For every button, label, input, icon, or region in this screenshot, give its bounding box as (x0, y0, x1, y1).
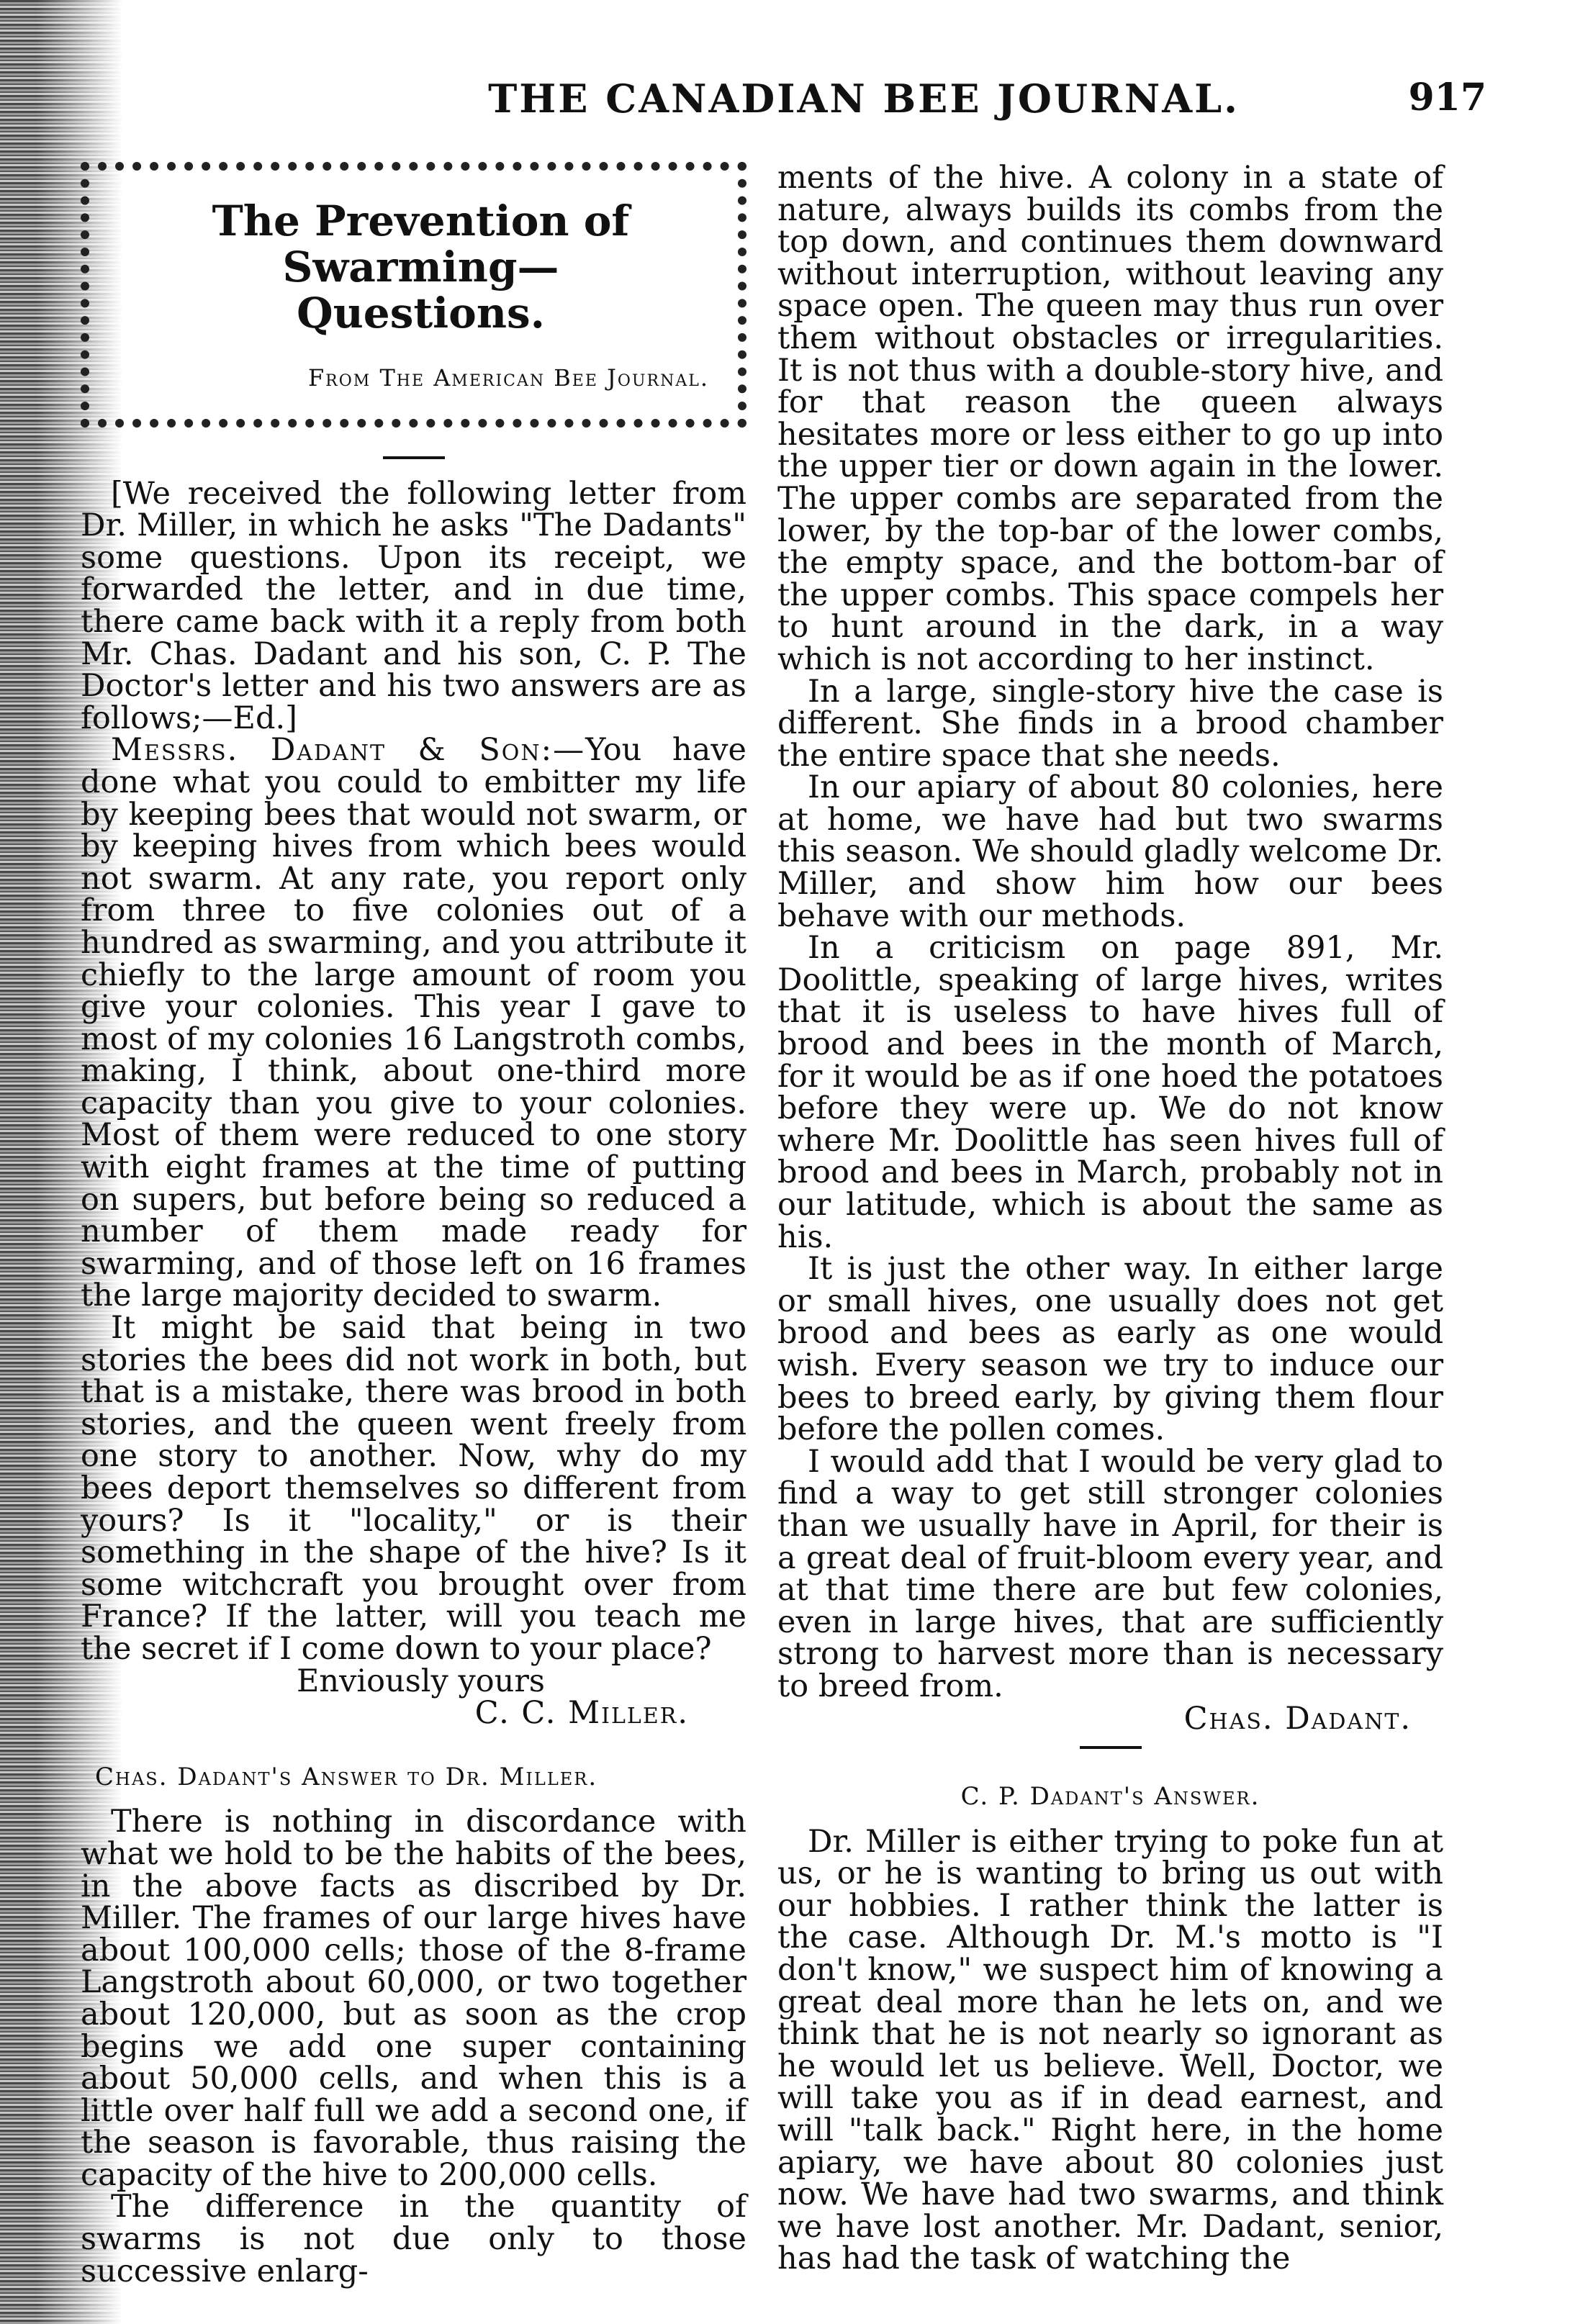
letter-salutation: Messrs. Dadant & Son:— (111, 732, 586, 769)
left-column (81, 162, 746, 2287)
page-number: 917 (1408, 76, 1487, 119)
letter-body: You have done what you could to embitter my life by keeping bees that would not swarm, or by keeping hives from which bees would not swarm. At any rate, you report only from three to five colonies out of a hundred as swarming, and you attribute it chiefly to the large amount of room you give your colonies. This year I gave to most of my colonies 16 Langstroth combs, making, I think, about one-third more capacity than you give to your colonies. Most of them were reduced to one story with eight frames at the time of putting on supers, but before being so reduced a number of them made ready for swarming, and of those left on 16 frames the large majority decided to swarm. (81, 732, 746, 1314)
article-title-line1: The Prevention of Swarming— (212, 196, 630, 291)
editor-note: [We received the following letter from Dr. Miller, in which he asks "The Dadants" some questions. Upon its receipt, we forwarded the letter, and in due time, there came back with it a reply from both Mr. Chas. Dadant and his son, C. P. The Doctor's letter and his two answers are as follows;—Ed.] (81, 475, 746, 736)
article-title-box (81, 162, 746, 428)
article-title (132, 198, 709, 336)
article-title-line2: Questions. (297, 289, 545, 338)
journal-title: THE CANADIAN BEE JOURNAL. (488, 76, 1240, 122)
answer1-heading: Chas. Dadant's Answer to Dr. Miller. (95, 1762, 598, 1791)
letter-paragraph-2: It might be said that being in two stories the bees did not work in both, but that is a mistake, there was brood in both stories, and the queen went freely from one story to another. Now, why do my bees deport themselves so different from yours? Is it "locality," or is their something in the shape of the hive? Is it some witchcraft you brought over from France? If the latter, will you teach me the secret if I come down to your place? (81, 1310, 746, 1667)
answer2-paragraph: Dr. Miller is either trying to poke fun at us, or he is wanting to bring us out with our hobbies. I rather think the latter is the case. Although Dr. M.'s motto is "I don't know," we suspect him of knowing a great deal more than he lets on, and we think that he is not nearly so ignorant as he would let us believe. Well, Doctor, we will take you as if in dead earnest, and will "talk back." Right here, in the home apiary, we have about 80 colonies just now. We have had two swarms, and think we have lost another. Mr. Dadant, senior, has had the task of watching the (777, 1823, 1443, 2277)
answer1-paragraph: In a criticism on page 891, Mr. Doolittle, speaking of large hives, writes that it is useless to have hives full of brood and bees in the month of March, for it would be as if one hoed the potatoes before they were up. We do not know where Mr. Doolittle has seen hives full of brood and bees in March, probably not in our latitude, which is about the same as his. (777, 930, 1443, 1255)
divider-rule (1080, 1746, 1142, 1749)
letter-signature: C. C. Miller. (474, 1695, 689, 1732)
answer1-paragraph-continued: The difference in the quantity of swarms is not due only to those successive enlarg- (81, 2189, 746, 2289)
running-header (403, 76, 1487, 140)
answer2-heading: C. P. Dadant's Answer. (960, 1782, 1260, 1812)
answer1-paragraph-continuation: ments of the hive. A colony in a state of nature, always builds its combs from the top down, and continues them downward without interruption, without leaving any space open. The queen may thus run over them without obstacles or irregularities. It is not thus with a double-story hive, and for that reason the queen always hesitates more or less either to go up into the upper tier or down again in the lower. The upper combs are separated from the lower, by the top-bar of the lower combs, the empty space, and the bottom-bar of the upper combs. This space compels her to hunt around in the dark, in a way which is not according to her instinct. (777, 160, 1443, 677)
letter-paragraph (81, 734, 746, 1312)
answer1-paragraph: It is just the other way. In either large or small hives, one usually does not get brood and bees as early as one would wish. Every season we try to induce our bees to breed early, by giving them flour before the pollen comes. (777, 1251, 1443, 1448)
letter-closing: Enviously yours (297, 1663, 545, 1699)
answer1-paragraph: There is nothing in discordance with what we hold to be the habits of the bees, in the above facts as discribed by Dr. Miller. The frames of our large hives have about 100,000 cells; those of the 8-frame Langstroth about 60,000, or two together about 120,000, but as soon as the crop begins we add one super containing about 50,000 cells, and when this is a little over half full we add a second one, if the season is favorable, thus raising the capacity of the hive to 200,000 cells. (81, 1804, 746, 2193)
answer1-paragraph: I would add that I would be very glad to find a way to get still stronger colonies than we usually have in April, for their is a great deal of fruit-bloom every year, and at that time there are but few colonies, even in large hives, that are sufficiently strong to harvest more than is necessary to breed from. (777, 1443, 1443, 1704)
divider-rule (383, 456, 445, 459)
answer1-paragraph: In a large, single-story hive the case is different. She finds in a brood chamber the entire space that she needs. (777, 673, 1443, 774)
answer1-paragraph: In our apiary of about 80 colonies, here at home, we have had but two swarms this season. We should gladly welcome Dr. Miller, and show him how our bees behave with our methods. (777, 769, 1443, 934)
article-source: From The American Bee Journal. (307, 364, 709, 392)
right-column (777, 162, 1443, 2275)
answer1-signature: Chas. Dadant. (1183, 1700, 1412, 1737)
